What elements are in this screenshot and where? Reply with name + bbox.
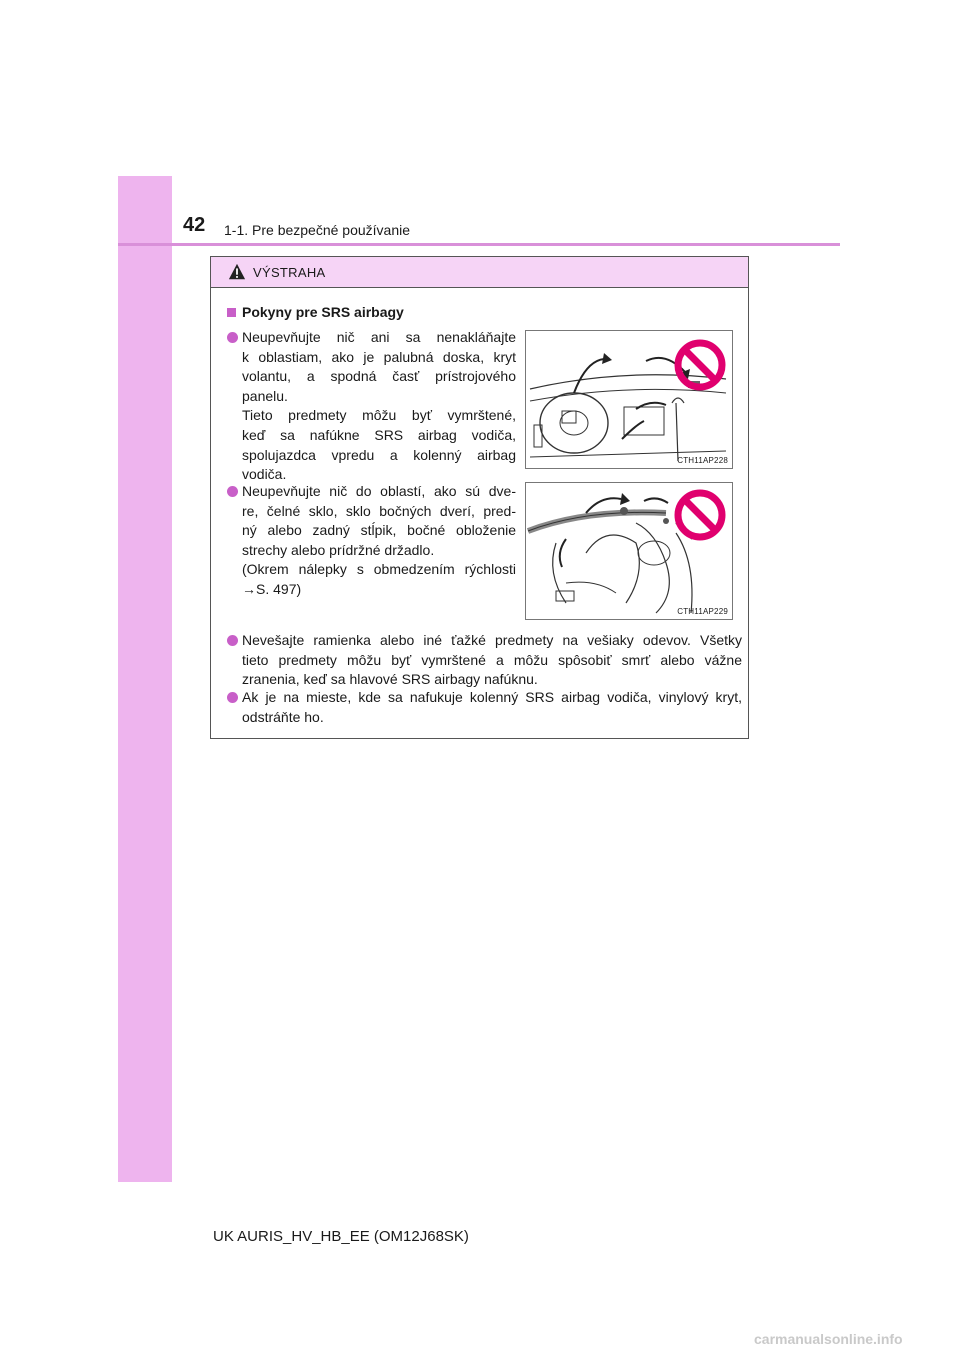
dashboard-illustration	[525, 330, 733, 469]
square-bullet-icon	[227, 308, 236, 317]
item-text-line: odstráňte ho.	[242, 708, 324, 725]
item-text-line: zranenia, keď sa hlavové SRS airbagy nafúknu.	[242, 671, 538, 688]
item-text-line: Neupevňujte nič ani sa nenakláňajte	[242, 329, 516, 345]
list-item	[227, 328, 516, 485]
warning-heading	[227, 304, 404, 320]
page-number: 42	[183, 214, 206, 236]
item-text-line: Nevešajte ramienka alebo iné ťažké predmety na vešiaky odevov. Všetky	[242, 632, 742, 648]
item-text-line: vodiča.	[242, 466, 287, 483]
section-title: 1-1. Pre bezpečné používanie	[224, 222, 411, 238]
item-text-line: tieto predmety môžu byť vymrštené a môžu spôsobiť smrť alebo vážne	[242, 651, 742, 668]
item-text-line: k oblastiam, ako je palubná doska, kryt	[242, 348, 516, 365]
item-text-line: re, čelné sklo, sklo bočných dverí, pred-	[242, 502, 516, 519]
cabin-illustration	[525, 482, 733, 620]
round-bullet-icon	[227, 635, 238, 646]
round-bullet-icon	[227, 486, 238, 497]
warning-triangle-icon	[228, 263, 246, 281]
warning-title: VÝSTRAHA	[253, 265, 326, 280]
item-text-line: →S. 497)	[242, 580, 302, 597]
item-text-line: Ak je na mieste, kde sa nafukuje kolenný SRS airbag vodiča, vinylový kryt,	[242, 689, 742, 705]
warning-box	[210, 256, 749, 739]
header-rule	[118, 243, 840, 246]
list-item	[227, 482, 516, 600]
item-text-line: strechy alebo prídržné držadlo.	[242, 541, 435, 558]
prohibition-icon	[674, 489, 726, 541]
round-bullet-icon	[227, 332, 238, 343]
warning-header	[211, 257, 748, 288]
item-text-line: ný alebo zadný stĺpik, bočné obloženie	[242, 522, 516, 539]
round-bullet-icon	[227, 692, 238, 703]
footer-document-code: UK AURIS_HV_HB_EE (OM12J68SK)	[213, 1228, 469, 1245]
item-text-line: Tieto predmety môžu byť vymrštené,	[242, 407, 516, 424]
item-text-line: (Okrem nálepky s obmedzením rýchlosti	[242, 561, 516, 578]
warning-heading-text: Pokyny pre SRS airbagy	[242, 304, 404, 320]
item-text-line: panelu.	[242, 387, 288, 404]
item-text-line: keď sa nafúkne SRS airbag vodiča,	[242, 426, 516, 443]
list-item	[227, 631, 742, 690]
figure-code: CTH11AP229	[677, 607, 728, 616]
figure-code: CTH11AP228	[677, 456, 728, 465]
item-text-line: Neupevňujte nič do oblastí, ako sú dve-	[242, 483, 516, 499]
list-item	[227, 688, 742, 727]
prohibition-icon	[674, 339, 726, 391]
item-text-line: spolujazdca vpredu a kolenný airbag	[242, 446, 516, 463]
watermark-text: carmanualsonline.info	[754, 1331, 903, 1347]
side-tab-band	[118, 176, 172, 1182]
item-text-line: volantu, a spodná časť prístrojového	[242, 368, 516, 385]
